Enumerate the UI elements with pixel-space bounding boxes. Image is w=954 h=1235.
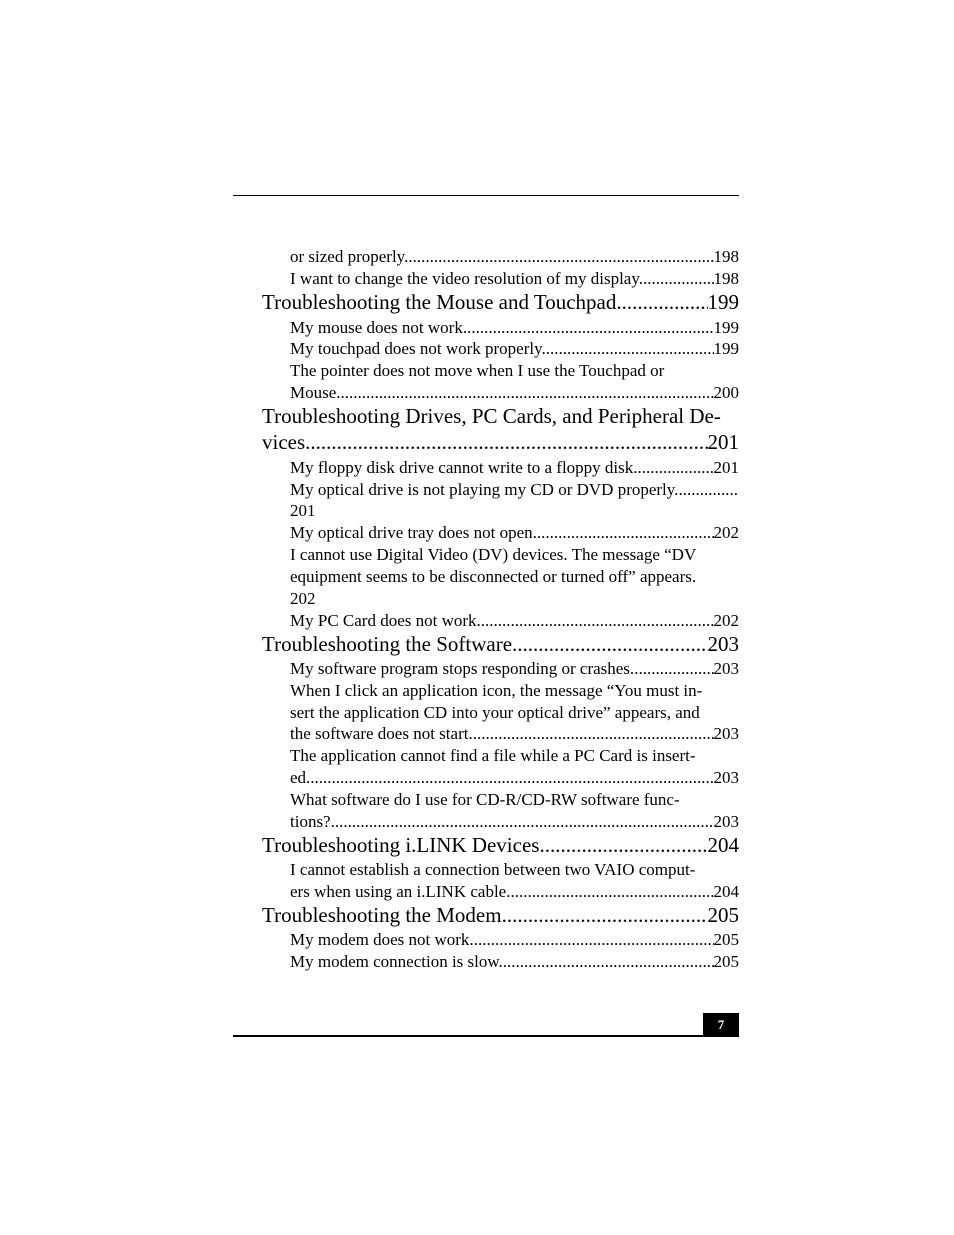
toc-entry-line[interactable]: I cannot use Digital Video (DV) devices. The message “DV: [290, 545, 697, 564]
toc-entry-text: My PC Card does not work.: [290, 611, 481, 630]
toc-entry-page: 202: [713, 611, 739, 630]
toc-section-text: Troubleshooting the Software: [262, 632, 513, 656]
toc-entry-text: My touchpad does not work properly.: [290, 339, 546, 358]
toc-section[interactable]: [262, 631, 739, 657]
toc-section-page: 203: [707, 632, 739, 656]
leader-dots: [408, 246, 713, 268]
toc-entry-text: the software does not start.: [290, 724, 473, 743]
toc-entry-line[interactable]: sert the application CD into your optical drive” appears, and: [290, 703, 700, 722]
toc-entry[interactable]: [290, 479, 739, 501]
toc-entry[interactable]: [290, 268, 739, 290]
toc-section-line[interactable]: Troubleshooting Drives, PC Cards, and Peripheral De-: [262, 404, 721, 428]
toc-entry-line[interactable]: When I click an application icon, the message “You must in-: [290, 681, 703, 700]
page-number: 7: [703, 1013, 739, 1036]
toc-entry-page: 204: [713, 882, 739, 901]
toc-entry[interactable]: [290, 881, 739, 903]
toc-entry[interactable]: [290, 338, 739, 360]
toc-entry-line[interactable]: I cannot establish a connection between two VAIO comput-: [290, 860, 696, 879]
toc-entry-text: My modem does not work.: [290, 930, 474, 949]
toc-section[interactable]: [262, 429, 739, 455]
toc-section-page: 201: [707, 430, 739, 454]
toc-entry[interactable]: [290, 658, 739, 680]
toc-entry-page: 198: [713, 269, 739, 288]
toc-entry-text: My software program stops responding or crashes.: [290, 659, 635, 678]
toc-section-text: Troubleshooting the Modem: [262, 903, 502, 927]
toc-entry-page: 199: [713, 339, 739, 358]
toc-entry-text: I want to change the video resolution of my display.: [290, 269, 643, 288]
leader-dots: [502, 902, 708, 928]
toc-entry-text: Mouse.: [290, 383, 341, 402]
toc-entry-page: 203: [713, 768, 739, 787]
toc-section-text: Troubleshooting the Mouse and Touchpad: [262, 290, 617, 314]
toc-entry-page: 199: [713, 318, 739, 337]
toc-entry[interactable]: [290, 382, 739, 404]
toc-entry-text: ers when using an i.LINK cable.: [290, 882, 511, 901]
leader-dots: [512, 631, 707, 657]
toc-entry[interactable]: [290, 246, 739, 268]
toc-section[interactable]: [262, 902, 739, 928]
toc-entry-page: 203: [713, 812, 739, 831]
toc-entry[interactable]: [290, 951, 739, 973]
toc-section-page: 199: [707, 290, 739, 314]
leader-dots: [510, 881, 713, 903]
toc-entry-text: My mouse does not work.: [290, 318, 468, 337]
leader-dots: [467, 317, 713, 339]
leader-dots: [678, 479, 739, 501]
leader-dots: [634, 658, 713, 680]
toc-entry-text: My optical drive tray does not open.: [290, 523, 537, 542]
toc-entry-page: 200: [713, 383, 739, 402]
toc-entry[interactable]: [290, 610, 739, 632]
toc-entry-text: My optical drive is not playing my CD or DVD properly.: [290, 480, 679, 499]
toc-entry-line[interactable]: The application cannot find a file while a PC Card is insert-: [290, 746, 696, 765]
toc-entry-page: 198: [713, 247, 739, 266]
toc-entry[interactable]: [290, 522, 739, 544]
leader-dots: [341, 382, 714, 404]
leader-dots: [616, 289, 707, 315]
toc-entry-text: My modem connection is slow.: [290, 952, 503, 971]
leader-dots: [503, 951, 714, 973]
toc-entry[interactable]: [290, 457, 739, 479]
toc-entry-text: or sized properly.: [290, 247, 409, 266]
leader-dots: [331, 811, 714, 833]
leader-dots: [638, 457, 714, 479]
leader-dots: [473, 723, 714, 745]
toc-section-text: Troubleshooting i.LINK Devices: [262, 833, 540, 857]
toc-entry[interactable]: [290, 811, 739, 833]
leader-dots: [546, 338, 714, 360]
toc-entry-page: 205: [713, 930, 739, 949]
toc-entry-line[interactable]: What software do I use for CD-R/CD-RW software func-: [290, 790, 680, 809]
toc-entry[interactable]: [290, 723, 739, 745]
toc-entry-page: 203: [713, 659, 739, 678]
toc-section[interactable]: [262, 832, 739, 858]
leader-dots: [539, 832, 707, 858]
toc-entry[interactable]: [290, 767, 739, 789]
toc-entry-page: 202: [713, 523, 739, 542]
toc-entry[interactable]: [290, 317, 739, 339]
toc-entry-page: 201: [713, 458, 739, 477]
toc-entry[interactable]: [290, 929, 739, 951]
toc-entry-line[interactable]: 202: [290, 589, 316, 608]
toc-entry-text: My floppy disk drive cannot write to a floppy disk.: [290, 458, 638, 477]
leader-dots: [643, 268, 714, 290]
leader-dots: [305, 429, 707, 455]
toc-entry-line[interactable]: The pointer does not move when I use the Touchpad or: [290, 361, 665, 380]
toc-section-text: vices: [262, 430, 306, 454]
toc-entry-page: 205: [713, 952, 739, 971]
toc-section-page: 204: [707, 833, 739, 857]
toc-entry-text: ed.: [290, 768, 311, 787]
leader-dots: [310, 767, 713, 789]
toc-entry-text: tions?: [290, 812, 331, 831]
toc-section[interactable]: [262, 289, 739, 315]
leader-dots: [537, 522, 714, 544]
leader-dots: [474, 929, 714, 951]
toc-entry-page: 203: [713, 724, 739, 743]
toc-entry-line[interactable]: 201: [290, 501, 316, 520]
leader-dots: [481, 610, 714, 632]
toc-section-page: 205: [707, 903, 739, 927]
footer-rule: [233, 1035, 739, 1037]
toc-entry-line[interactable]: equipment seems to be disconnected or turned off” appears.: [290, 567, 697, 586]
